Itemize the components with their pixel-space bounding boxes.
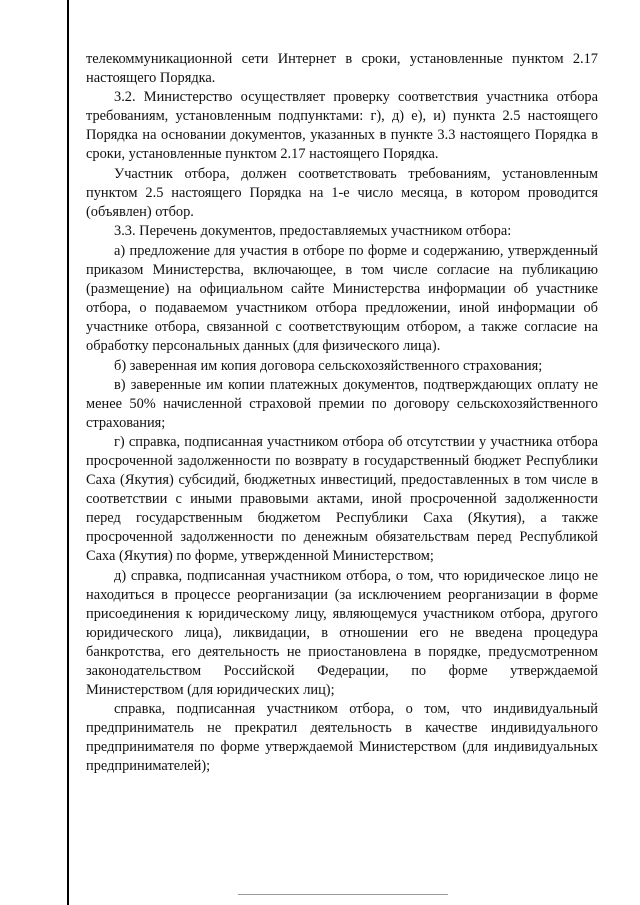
list-item-g: г) справка, подписанная участником отбора об отсутствии у участника отбора просроченной задолженности по возврату в государственный бюджет Республики Саха (Якутия) субсидий, бюджетных инвестиций, предоставленных в том числе в соответствии с иными правовыми актами, иной просроченной задолженности перед государственным бюджетом Республики Саха (Якутия), а также просроченной задолженности по денежным обязательствам перед Республикой Саха (Якутия) по форме, утвержденной Министерством; <box>86 433 598 565</box>
paragraph-continuation: телекоммуникационной сети Интернет в сроки, установленные пунктом 2.17 настоящего Порядка. <box>86 51 598 87</box>
list-item-b: б) заверенная им копия договора сельскохозяйственного страхования; <box>114 357 543 374</box>
document-body <box>86 50 598 777</box>
list-item-a: а) предложение для участия в отборе по форме и содержанию, утвержденный приказом Министерства, включающее, в том числе согласие на публикацию (размещение) на официальном сайте Министерства информации об участнике отбора, о подаваемом участником отбора предложении, иной информации об участнике отбора, связанной с соответствующим отбором, а также согласие на обработку персональных данных (для физического лица). <box>86 242 598 355</box>
scan-bottom-mark <box>238 894 448 895</box>
list-item-d: д) справка, подписанная участником отбора, о том, что юридическое лицо не находиться в процессе реорганизации (за исключением реорганизации в форме присоединения к юридическому лицу, являющемуся участником отбора, другого юридического лица), ликвидации, в отношении его не введена процедура банкротства, его деятельность не приостановлена в порядке, предусмотренном законодательством Российской Федерации, по форме утверждаемой Министерством (для юридических лиц); <box>86 567 598 699</box>
paragraph-individual-entrepreneur: справка, подписанная участником отбора, о том, что индивидуальный предприниматель не прекратил деятельность в качестве индивидуального предпринимателя по форме утверждаемой Министерством (для индивидуальных предпринимателей); <box>86 701 598 775</box>
paragraph-participant-requirements: Участник отбора, должен соответствовать требованиям, установленным пунктом 2.5 настоящего Порядка на 1-е число месяца, в котором проводится (объявлен) отбор. <box>86 165 598 220</box>
paragraph-3-3-heading: 3.3. Перечень документов, предоставляемых участником отбора: <box>114 222 512 239</box>
paragraph-3-2: 3.2. Министерство осуществляет проверку соответствия участника отбора требованиям, установленным подпунктами: г), д) е), и) пункта 2.5 настоящего Порядка на основании документов, указанных в пункте 3.3 настоящего Порядка в сроки, установленные пунктом 2.17 настоящего Порядка. <box>86 89 598 163</box>
list-item-v: в) заверенные им копии платежных документов, подтверждающих оплату не менее 50% начисленной страховой премии по договору сельскохозяйственного страхования; <box>86 376 598 431</box>
scan-left-edge-line <box>67 0 69 905</box>
